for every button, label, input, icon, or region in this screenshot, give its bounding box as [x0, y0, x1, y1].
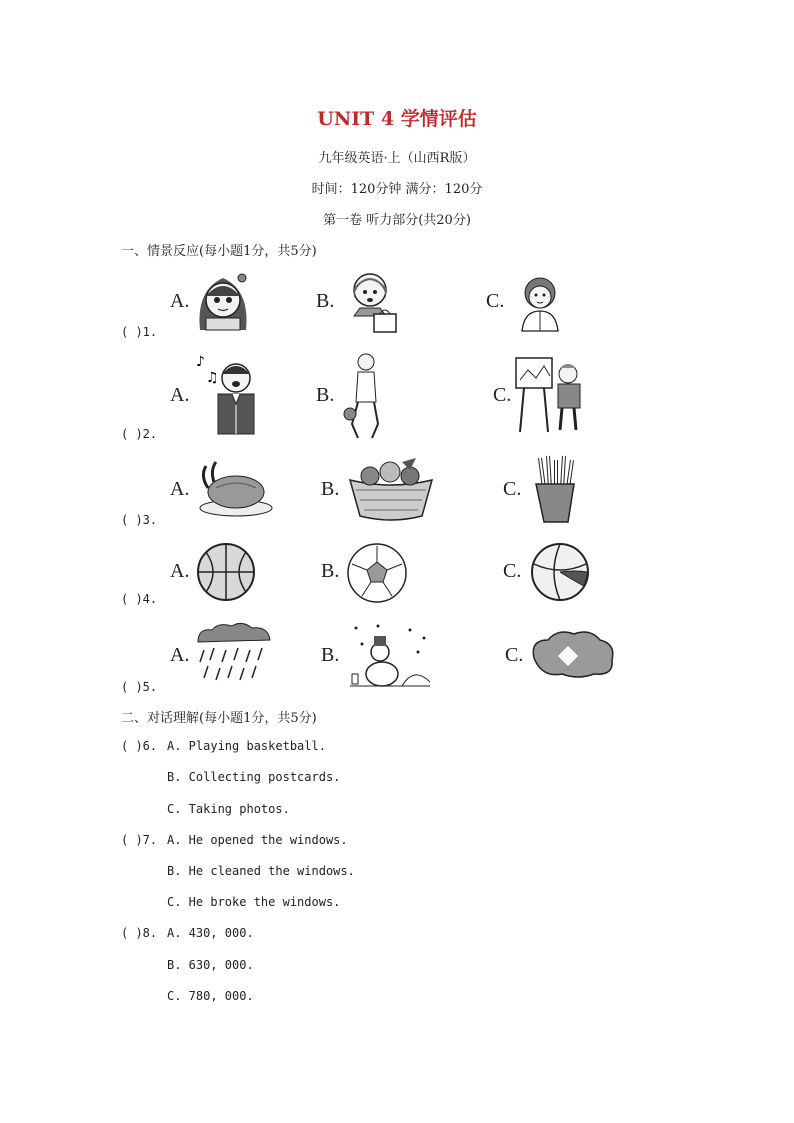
q4-option-a-label: A.: [170, 560, 190, 582]
subtitle: 九年级英语·上（山西R版）: [318, 151, 476, 166]
q8-number: ( )8.: [121, 926, 158, 940]
q3-option-b-label: B.: [321, 478, 340, 500]
q2-option-c-label: C.: [493, 384, 512, 406]
snowman-icon: [348, 622, 432, 688]
q8-option-c: C. 780, 000.: [167, 989, 254, 1003]
french-fries-icon: [530, 454, 580, 524]
volleyball-icon: [530, 542, 590, 602]
roast-chicken-icon: [196, 458, 274, 518]
q1-option-c-label: C.: [486, 290, 505, 312]
q5-option-c-label: C.: [505, 644, 524, 666]
basketball-icon: [196, 542, 256, 602]
q6-number: ( )6.: [121, 739, 158, 753]
q2-option-b-label: B.: [316, 384, 335, 406]
boy-basketball-icon: [344, 352, 388, 440]
svg-text:♫: ♫: [206, 370, 219, 386]
q8-option-a: A. 430, 000.: [167, 926, 254, 940]
q5-option-b-label: B.: [321, 644, 340, 666]
section2-heading: 二、对话理解(每小题1分，共5分): [121, 711, 317, 726]
part-heading: 第一卷 听力部分(共20分): [323, 213, 471, 228]
cloud-icon: [528, 628, 616, 680]
q4-option-b-label: B.: [321, 560, 340, 582]
q3-option-a-label: A.: [170, 478, 190, 500]
girl-writing-icon: [192, 270, 254, 332]
rain-icon: [196, 622, 274, 688]
q4-option-c-label: C.: [503, 560, 522, 582]
q7-number: ( )7.: [121, 833, 158, 847]
boy-portrait-icon: [518, 273, 562, 331]
q6-option-a: A. Playing basketball.: [167, 739, 326, 753]
boy-painting-icon: [514, 352, 588, 434]
q1-option-b-label: B.: [316, 290, 335, 312]
q3-number: ( )3.: [121, 513, 158, 527]
svg-text:♪: ♪: [196, 354, 205, 370]
section1-heading: 一、情景反应(每小题1分，共5分): [121, 244, 317, 259]
q6-option-b: B. Collecting postcards.: [167, 770, 341, 784]
q7-option-b: B. He cleaned the windows.: [167, 864, 355, 878]
q3-option-c-label: C.: [503, 478, 522, 500]
q7-option-c: C. He broke the windows.: [167, 895, 341, 909]
q5-number: ( )5.: [121, 680, 158, 694]
q6-option-c: C. Taking photos.: [167, 802, 290, 816]
boy-singing-icon: [196, 354, 282, 438]
vegetable-basket-icon: [346, 456, 436, 522]
q5-option-a-label: A.: [170, 644, 190, 666]
q1-option-a-label: A.: [170, 290, 190, 312]
q8-option-b: B. 630, 000.: [167, 958, 254, 972]
q4-number: ( )4.: [121, 592, 158, 606]
time-info: 时间：120分钟 满分：120分: [311, 182, 483, 197]
q2-number: ( )2.: [121, 427, 158, 441]
soccer-ball-icon: [346, 542, 408, 604]
page-title: UNIT 4 学情评估: [317, 108, 477, 130]
girl-shopping-icon: [344, 268, 404, 334]
q7-option-a: A. He opened the windows.: [167, 833, 348, 847]
q2-option-a-label: A.: [170, 384, 190, 406]
q1-number: ( )1.: [121, 325, 158, 339]
